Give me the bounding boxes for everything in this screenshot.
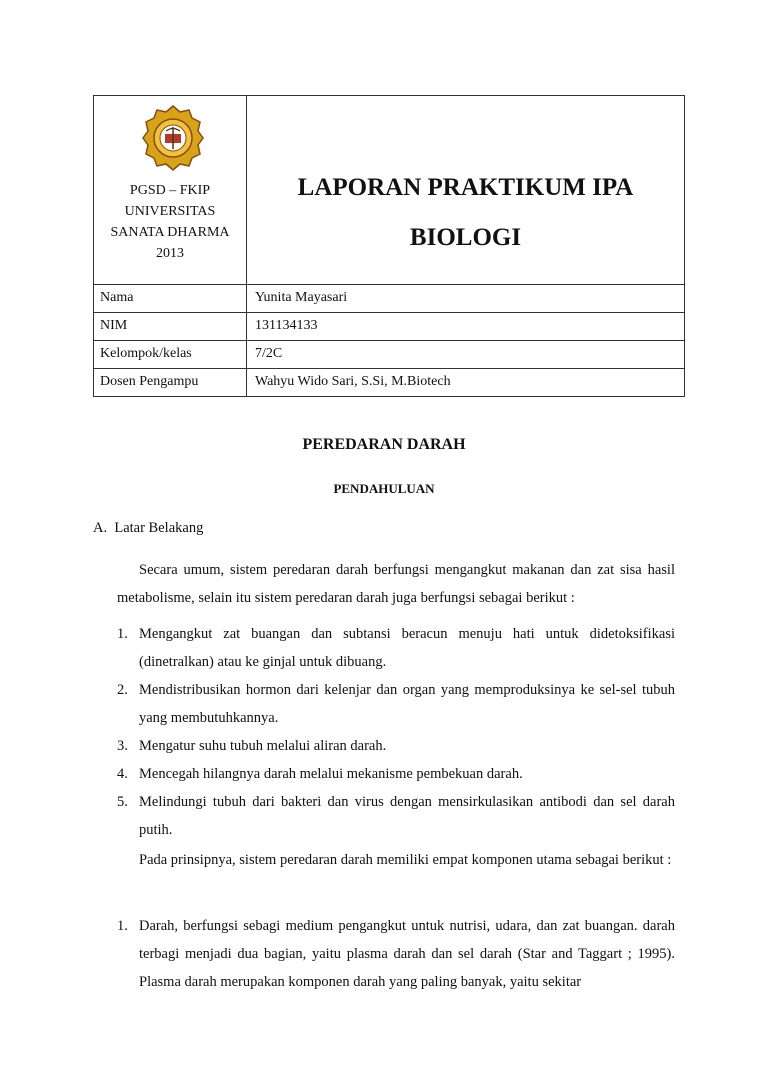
header-table bbox=[93, 95, 685, 397]
main-heading: PEREDARAN DARAH bbox=[302, 436, 466, 453]
function-list bbox=[117, 620, 675, 844]
institution-cell bbox=[94, 96, 247, 284]
info-label: Kelompok/kelas bbox=[94, 341, 247, 368]
list-number: 3. bbox=[117, 738, 128, 754]
component-list bbox=[117, 912, 675, 996]
institution-year: 2013 bbox=[156, 246, 184, 261]
title-cell bbox=[247, 96, 684, 284]
list-item bbox=[117, 732, 675, 760]
header-top-row bbox=[94, 96, 684, 285]
list-item bbox=[117, 620, 675, 676]
info-row-name bbox=[94, 285, 684, 313]
report-subject: BIOLOGI bbox=[409, 224, 522, 251]
paragraph-components: Pada prinsipnya, sistem peredaran darah memiliki empat komponen utama sebagai berikut : bbox=[139, 852, 672, 868]
list-number: 1. bbox=[117, 626, 128, 642]
list-number: 1. bbox=[117, 918, 128, 934]
info-label: Dosen Pengampu bbox=[94, 369, 247, 396]
list-number: 2. bbox=[117, 682, 128, 698]
info-row-lecturer bbox=[94, 369, 684, 396]
info-label: NIM bbox=[94, 313, 247, 340]
institution-line-2: UNIVERSITAS bbox=[124, 204, 216, 219]
list-text: Mendistribusikan hormon dari kelenjar dan organ yang memproduksinya ke sel-sel tubuh yang membutuhkannya. bbox=[139, 682, 675, 726]
university-seal-icon bbox=[142, 104, 204, 172]
institution-line-3: SANATA DHARMA bbox=[110, 225, 230, 240]
list-text: Mengangkut zat buangan dan subtansi beracun menuju hati untuk didetoksifikasi (dinetralkan) atau ke ginjal untuk dibuang. bbox=[139, 626, 675, 670]
list-number: 4. bbox=[117, 766, 128, 782]
info-value: Wahyu Wido Sari, S.Si, M.Biotech bbox=[255, 374, 451, 389]
info-value: 7/2C bbox=[255, 346, 283, 361]
info-label: Nama bbox=[94, 285, 247, 312]
paragraph-intro: Secara umum, sistem peredaran darah berfungsi mengangkut makanan dan zat sisa hasil metabolisme, selain itu sistem peredaran darah juga berfungsi sebagai berikut : bbox=[117, 562, 675, 606]
list-item bbox=[117, 788, 675, 844]
list-number: 5. bbox=[117, 794, 128, 810]
list-text: Melindungi tubuh dari bakteri dan virus dengan mensirkulasikan antibodi dan sel darah putih. bbox=[139, 794, 675, 838]
list-text: Mencegah hilangnya darah melalui mekanisme pembekuan darah. bbox=[139, 766, 523, 782]
info-value: Yunita Mayasari bbox=[255, 290, 348, 305]
list-text: Mengatur suhu tubuh melalui aliran darah. bbox=[139, 738, 387, 754]
info-row-nim bbox=[94, 313, 684, 341]
info-value: 131134133 bbox=[255, 318, 318, 333]
list-item bbox=[117, 676, 675, 732]
institution-line-1: PGSD – FKIP bbox=[129, 183, 211, 198]
sub-heading: PENDAHULUAN bbox=[333, 481, 435, 496]
list-item bbox=[117, 760, 675, 788]
report-title: LAPORAN PRAKTIKUM IPA bbox=[297, 174, 634, 201]
section-heading: A. Latar Belakang bbox=[93, 520, 204, 536]
institution-block bbox=[94, 180, 246, 264]
info-row-class bbox=[94, 341, 684, 369]
list-item bbox=[117, 912, 675, 996]
list-text: Darah, berfungsi sebagi medium pengangkut untuk nutrisi, udara, dan zat buangan. darah terbagi menjadi dua bagian, yaitu plasma darah dan sel darah (Star and Taggart ; 1995). Plasma darah merupakan komponen darah yang paling banyak, yaitu sekitar bbox=[139, 918, 675, 990]
